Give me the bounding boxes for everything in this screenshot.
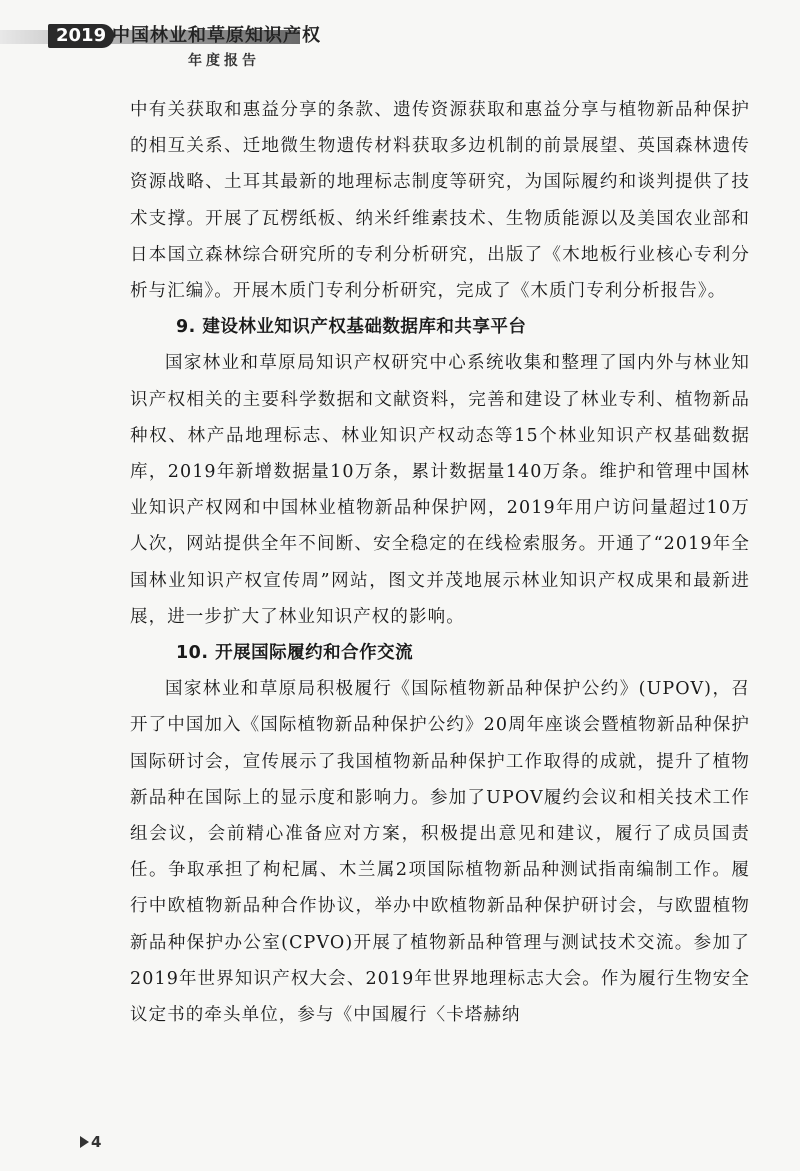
- page-header: [0, 0, 800, 70]
- page-number: [80, 1133, 101, 1151]
- paragraph-international: 国家林业和草原局积极履行《国际植物新品种保护公约》(UPOV)，召开了中国加入《国际植物新品种保护公约》20周年座谈会暨植物新品种保护国际研讨会，宣传展示了我国植物新品种保护工作取得的成就，提升了植物新品种在国际上的显示度和影响力。参加了UPOV履约会议和相关技术工作组会议，会前精心准备应对方案，积极提出意见和建议，履行了成员国责任。争取承担了枸杞属、木兰属2项国际植物新品种测试指南编制工作。履行中欧植物新品种合作协议，举办中欧植物新品种保护研讨会，与欧盟植物新品种保护办公室(CPVO)开展了植物新品种管理与测试技术交流。参加了2019年世界知识产权大会、2019年世界地理标志大会。作为履行生物安全议定书的牵头单位，参与《中国履行〈卡塔赫纳: [130, 679, 750, 1026]
- header-subtitle: 年度报告: [188, 53, 260, 69]
- paragraph-continued: 中有关获取和惠益分享的条款、遗传资源获取和惠益分享与植物新品种保护的相互关系、迁地微生物遗传材料获取多边机制的前景展望、英国森林遗传资源战略、土耳其最新的地理标志制度等研究，为国际履约和谈判提供了技术支撑。开展了瓦楞纸板、纳米纤维素技术、生物质能源以及美国农业部和日本国立森林综合研究所的专利分析研究，出版了《木地板行业核心专利分析与汇编》。开展木质门专利分析研究，完成了《木质门专利分析报告》。: [130, 100, 750, 302]
- page-body: [130, 92, 750, 1033]
- section-heading-9: 9. 建设林业知识产权基础数据库和共享平台: [176, 317, 527, 338]
- header-title: 中国林业和草原知识产权: [112, 25, 321, 46]
- header-year-badge: 2019: [48, 24, 114, 48]
- paragraph-database: 国家林业和草原局知识产权研究中心系统收集和整理了国内外与林业知识产权相关的主要科学数据和文献资料，完善和建设了林业专利、植物新品种权、林产品地理标志、林业知识产权动态等15个林业知识产权基础数据库，2019年新增数据量10万条，累计数据量140万条。维护和管理中国林业知识产权网和中国林业植物新品种保护网，2019年用户访问量超过10万人次，网站提供全年不间断、安全稳定的在线检索服务。开通了“2019年全国林业知识产权宣传周”网站，图文并茂地展示林业知识产权成果和最新进展，进一步扩大了林业知识产权的影响。: [130, 353, 750, 627]
- triangle-marker-icon: [80, 1136, 89, 1148]
- section-heading-10: 10. 开展国际履约和合作交流: [176, 643, 414, 664]
- page-number-text: 4: [91, 1133, 102, 1151]
